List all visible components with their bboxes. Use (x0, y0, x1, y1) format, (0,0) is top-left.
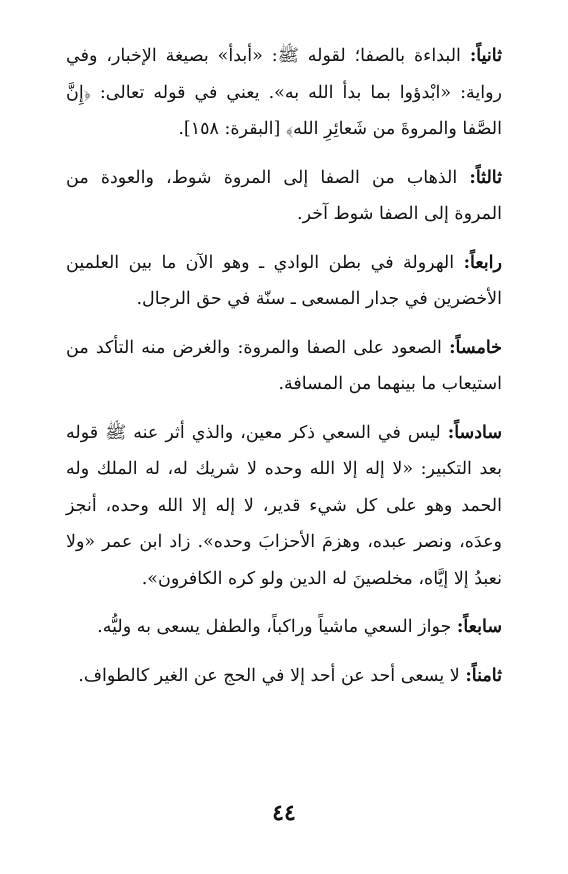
ordinal-label: ثانياً: (469, 46, 502, 66)
paragraph-text: لا يسعى أحد عن أحد إلا في الحج عن الغير كالطواف. (78, 665, 460, 686)
paragraph-third (66, 160, 502, 233)
paragraph-seventh (66, 609, 502, 646)
paragraph-second (66, 38, 502, 148)
paragraph-text: البداءة بالصفا؛ لقوله ﷺ: «أبدأ» بصيغة الإخبار، وفي رواية: «ابْدؤوا بما بدأ الله به». يعني في قوله تعالى: ﴿إِنَّ الصَّفا والمروةَ من شَعائِرِ الله﴾ [البقرة: ١٥٨]. (66, 46, 502, 139)
page-body (66, 38, 502, 706)
paragraph-text: جواز السعي ماشياً وراكباً، والطفل يسعى به وليُّه. (97, 617, 452, 637)
ordinal-label: ثالثاً: (469, 167, 502, 188)
paragraph-text: الهرولة في بطن الوادي ـ وهو الآن ما بين العلمين الأخضرين في جدار المسعى ـ سنّة في حق الرجال. (66, 252, 502, 309)
ordinal-label: ثامناً: (465, 665, 502, 686)
paragraph-fifth (66, 330, 502, 403)
paragraph-text: الصعود على الصفا والمروة: والغرض منه التأكد من استيعاب ما بينهما من المسافة. (66, 337, 502, 394)
paragraph-eighth (66, 658, 502, 695)
paragraph-text: ليس في السعي ذكر معين، والذي أثر عنه ﷺ قوله بعد التكبير: «لا إله إلا الله وحده لا شريك له، له الملك وله الحمد وهو على كل شيء قدير، لا إله إلا الله وحده، أنجز وعدَه، ونصر عبده، وهزمَ الأحزابَ وحده». زاد ابن عمر «ولا نعبدُ إلا إيَّاه، مخلصينَ له الدين ولو كره الكافرون». (66, 422, 502, 589)
ordinal-label: سادساً: (447, 422, 502, 443)
ordinal-label: رابعاً: (463, 252, 502, 273)
page-number: ٤٤ (272, 800, 296, 826)
ordinal-label: خامساً: (449, 337, 502, 358)
paragraph-sixth (66, 415, 502, 598)
ordinal-label: سابعاً: (456, 617, 502, 637)
paragraph-text: الذهاب من الصفا إلى المروة شوط، والعودة من المروة إلى الصفا شوط آخر. (66, 167, 502, 224)
paragraph-fourth (66, 245, 502, 318)
